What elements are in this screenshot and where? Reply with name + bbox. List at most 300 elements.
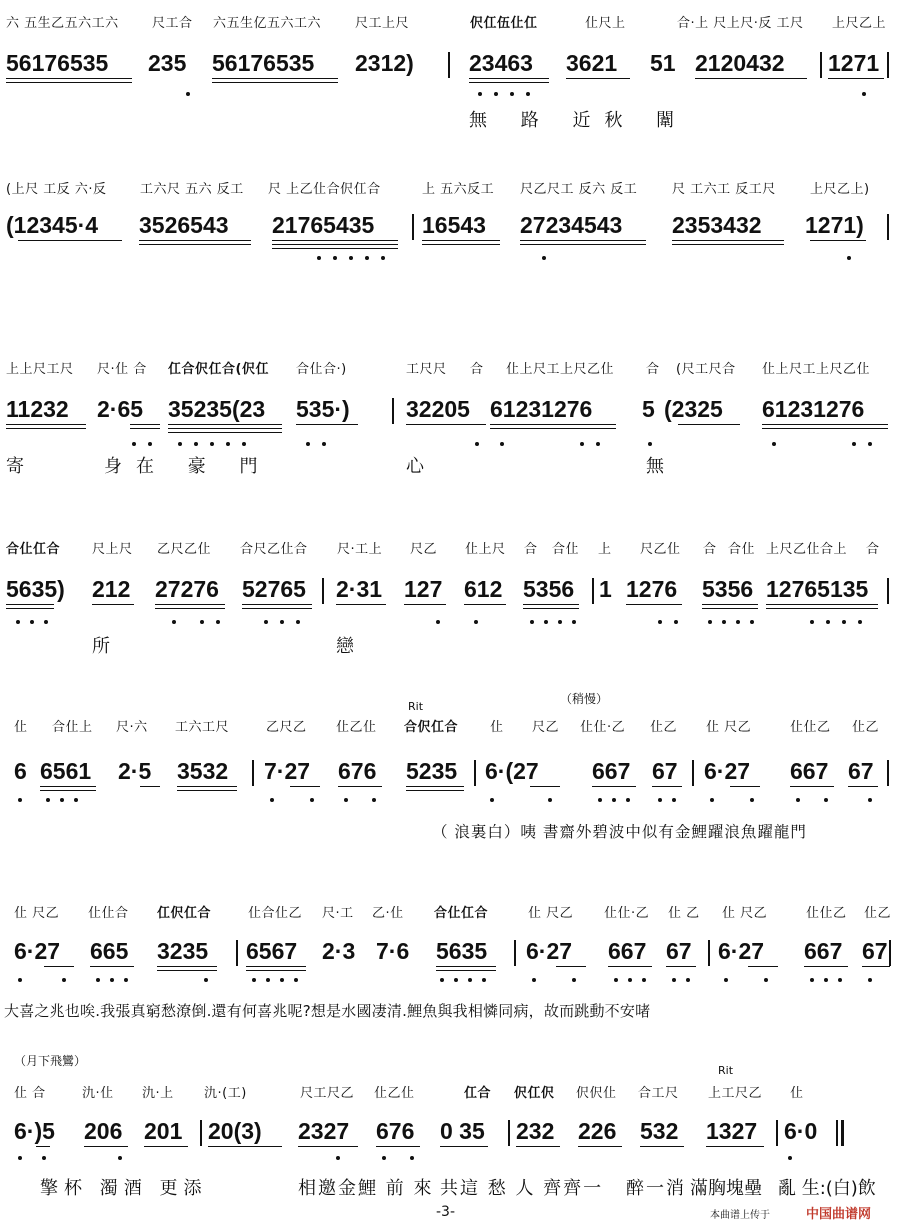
gongche-notation: 合仩仜合 bbox=[434, 906, 489, 921]
underline bbox=[6, 78, 132, 79]
octave-dot bbox=[264, 620, 268, 624]
gongche-notation: 尺工上尺 bbox=[355, 16, 410, 31]
octave-dot bbox=[74, 798, 78, 802]
jianpu-notes: 5356 bbox=[702, 576, 754, 602]
octave-dot bbox=[468, 978, 472, 982]
underline bbox=[44, 966, 74, 967]
octave-dot bbox=[132, 442, 136, 446]
octave-dot bbox=[642, 978, 646, 982]
octave-dot bbox=[210, 442, 214, 446]
underline bbox=[556, 966, 586, 967]
underline bbox=[272, 244, 398, 245]
jianpu-notes: 23463 bbox=[469, 50, 533, 76]
gongche-notation: 仩仩·乙 bbox=[604, 906, 650, 921]
octave-dot bbox=[280, 620, 284, 624]
underline bbox=[672, 240, 784, 241]
jianpu-notes: (12345·4 bbox=[6, 212, 99, 238]
barline bbox=[514, 940, 516, 966]
underline bbox=[298, 1146, 358, 1147]
barline bbox=[887, 214, 889, 240]
lyrics-line: 醉一消 bbox=[626, 1178, 686, 1199]
octave-dot bbox=[750, 798, 754, 802]
octave-dot bbox=[381, 256, 385, 260]
gongche-notation: 尺工尺乙 bbox=[300, 1086, 355, 1101]
gongche-notation: 氿·仩 bbox=[82, 1086, 114, 1101]
underline bbox=[828, 78, 884, 79]
jianpu-notes: 67 bbox=[862, 938, 888, 964]
underline bbox=[490, 424, 616, 425]
octave-dot bbox=[118, 1156, 122, 1160]
jianpu-notes: 667 bbox=[592, 758, 631, 784]
underline bbox=[130, 428, 160, 429]
barline bbox=[708, 940, 710, 966]
gongche-notation: 合 bbox=[524, 542, 538, 557]
octave-dot bbox=[410, 1156, 414, 1160]
underline bbox=[177, 786, 237, 787]
underline bbox=[530, 786, 560, 787]
octave-dot bbox=[16, 620, 20, 624]
underline bbox=[336, 604, 386, 605]
lyrics-line: 寄 bbox=[6, 456, 38, 477]
octave-dot bbox=[572, 620, 576, 624]
gongche-notation: 上 五六反工 bbox=[422, 182, 495, 197]
jianpu-notes: 56176535 bbox=[6, 50, 109, 76]
underline bbox=[130, 424, 160, 425]
underline bbox=[272, 248, 398, 249]
underline bbox=[168, 424, 282, 425]
gongche-notation: 尺上尺 bbox=[92, 542, 133, 557]
octave-dot bbox=[674, 620, 678, 624]
lyrics-line: 亂 生:(白)飲 bbox=[778, 1178, 876, 1199]
gongche-notation: 合尺乙仩合 bbox=[240, 542, 308, 557]
gongche-notation: 合仩仜合 bbox=[6, 542, 61, 557]
jianpu-notes: 27276 bbox=[155, 576, 219, 602]
octave-dot bbox=[614, 978, 618, 982]
jianpu-notes: 2·65 bbox=[97, 396, 144, 422]
underline bbox=[652, 786, 682, 787]
underline bbox=[376, 1146, 420, 1147]
ritardando-marking: Rit bbox=[408, 700, 424, 713]
octave-dot bbox=[148, 442, 152, 446]
octave-dot bbox=[544, 620, 548, 624]
octave-dot bbox=[810, 978, 814, 982]
jianpu-notes: 67 bbox=[848, 758, 874, 784]
jianpu-notes: 1 bbox=[599, 576, 612, 602]
underline bbox=[440, 1146, 488, 1147]
underline bbox=[84, 1146, 128, 1147]
gongche-notation: 尺乙仩 bbox=[640, 542, 681, 557]
jianpu-notes: 52765 bbox=[242, 576, 306, 602]
octave-dot bbox=[475, 442, 479, 446]
octave-dot bbox=[542, 256, 546, 260]
barline bbox=[252, 760, 254, 786]
octave-dot bbox=[242, 442, 246, 446]
underline bbox=[436, 966, 496, 967]
octave-dot bbox=[336, 1156, 340, 1160]
gongche-notation: 工六工尺 bbox=[175, 720, 230, 735]
barline bbox=[412, 214, 414, 240]
underline bbox=[6, 608, 54, 609]
underline bbox=[404, 604, 446, 605]
octave-dot bbox=[440, 978, 444, 982]
underline bbox=[6, 82, 132, 83]
jianpu-notes: 56176535 bbox=[212, 50, 315, 76]
octave-dot bbox=[862, 92, 866, 96]
jianpu-notes: 2·3 bbox=[322, 938, 356, 964]
underline bbox=[516, 1146, 560, 1147]
octave-dot bbox=[18, 798, 22, 802]
octave-dot bbox=[852, 442, 856, 446]
underline bbox=[40, 786, 96, 787]
underline bbox=[640, 1146, 684, 1147]
underline bbox=[578, 1146, 622, 1147]
jianpu-notes: 6·0 bbox=[784, 1118, 818, 1144]
lyrics-line: 擎杯 濁酒 更添 bbox=[40, 1178, 208, 1199]
barline bbox=[887, 578, 889, 604]
underline bbox=[422, 240, 500, 241]
gongche-notation: 尺·工上 bbox=[337, 542, 383, 557]
lyrics-line: 所 bbox=[92, 636, 124, 657]
octave-dot bbox=[454, 978, 458, 982]
gongche-notation: 仩仩·乙 bbox=[580, 720, 626, 735]
octave-dot bbox=[596, 442, 600, 446]
jianpu-notes: 32205 bbox=[406, 396, 470, 422]
gongche-notation: 氿·上 bbox=[142, 1086, 174, 1101]
jianpu-notes: 0 35 bbox=[440, 1118, 485, 1144]
jianpu-notes: 6·(27 bbox=[485, 758, 539, 784]
gongche-notation: 仩 尺乙 bbox=[528, 906, 574, 921]
jianpu-notes: 2120432 bbox=[695, 50, 785, 76]
octave-dot bbox=[686, 978, 690, 982]
jianpu-notes: 676 bbox=[376, 1118, 415, 1144]
jianpu-notes: 20(3) bbox=[208, 1118, 262, 1144]
octave-dot bbox=[216, 620, 220, 624]
jianpu-notes: 11232 bbox=[6, 396, 69, 422]
gongche-notation: 合仩上 bbox=[52, 720, 93, 735]
octave-dot bbox=[558, 620, 562, 624]
gongche-notation: 合 bbox=[470, 362, 484, 377]
jianpu-notes: 16543 bbox=[422, 212, 486, 238]
jianpu-notes: 201 bbox=[144, 1118, 183, 1144]
underline bbox=[139, 244, 251, 245]
octave-dot bbox=[317, 256, 321, 260]
underline bbox=[212, 82, 338, 83]
underline bbox=[520, 240, 646, 241]
jianpu-notes: 5635) bbox=[6, 576, 65, 602]
octave-dot bbox=[349, 256, 353, 260]
gongche-notation: 仩乙 bbox=[650, 720, 678, 735]
octave-dot bbox=[868, 978, 872, 982]
jianpu-notes: 3235 bbox=[157, 938, 209, 964]
underline bbox=[246, 970, 306, 971]
octave-dot bbox=[648, 442, 652, 446]
octave-dot bbox=[826, 620, 830, 624]
gongche-notation: 仩仩合 bbox=[88, 906, 129, 921]
octave-dot bbox=[628, 978, 632, 982]
octave-dot bbox=[344, 798, 348, 802]
underline bbox=[766, 604, 878, 605]
octave-dot bbox=[110, 978, 114, 982]
underline bbox=[672, 244, 784, 245]
jianpu-notes: 12765135 bbox=[766, 576, 869, 602]
underline bbox=[6, 428, 86, 429]
jianpu-notes: 61231276 bbox=[762, 396, 865, 422]
underline bbox=[608, 966, 652, 967]
gongche-notation: 合 bbox=[703, 542, 717, 557]
octave-dot bbox=[194, 442, 198, 446]
underline bbox=[144, 1146, 188, 1147]
gongche-notation: 尺·工 bbox=[322, 906, 354, 921]
underline bbox=[406, 790, 464, 791]
octave-dot bbox=[672, 798, 676, 802]
jianpu-notes: 7·6 bbox=[376, 938, 410, 964]
jianpu-notes: 27234543 bbox=[520, 212, 623, 238]
gongche-notation: 仩 合 bbox=[14, 1086, 46, 1101]
gongche-notation: 仩仩乙 bbox=[806, 906, 847, 921]
gongche-notation: 仩仩乙 bbox=[790, 720, 831, 735]
octave-dot bbox=[580, 442, 584, 446]
jianpu-notes: 67 bbox=[666, 938, 692, 964]
underline bbox=[762, 424, 888, 425]
underline bbox=[422, 244, 500, 245]
lyrics-line: 無 路 近秋 闈 bbox=[469, 110, 689, 131]
gongche-notation: 仩 乙 bbox=[668, 906, 700, 921]
underline bbox=[90, 966, 134, 967]
octave-dot bbox=[722, 620, 726, 624]
barline bbox=[820, 52, 822, 78]
barline bbox=[322, 578, 324, 604]
octave-dot bbox=[612, 798, 616, 802]
octave-dot bbox=[310, 798, 314, 802]
underline bbox=[678, 424, 740, 425]
underline bbox=[406, 786, 464, 787]
octave-dot bbox=[30, 620, 34, 624]
gongche-notation: 六五生亿五六工六 bbox=[213, 16, 322, 31]
gongche-notation: 上工尺乙 bbox=[708, 1086, 763, 1101]
jianpu-notes: 7·27 bbox=[264, 758, 311, 784]
octave-dot bbox=[788, 1156, 792, 1160]
octave-dot bbox=[204, 978, 208, 982]
gongche-notation: 工六尺 五六 反工 bbox=[140, 182, 244, 197]
gongche-notation: 仩上尺 bbox=[465, 542, 506, 557]
barline bbox=[776, 1120, 778, 1146]
lyrics-line: 身在 豪 門 bbox=[104, 456, 272, 477]
gongche-notation: 仩乙 bbox=[864, 906, 892, 921]
jianpu-notes: 5635 bbox=[436, 938, 488, 964]
gongche-notation: 仩 bbox=[490, 720, 504, 735]
underline bbox=[592, 786, 636, 787]
underline bbox=[157, 966, 217, 967]
gongche-notation: 上尺乙仩合上 bbox=[766, 542, 848, 557]
gongche-notation: 上 bbox=[598, 542, 612, 557]
lyrics-line: 共這 愁 人 齊齊一 bbox=[440, 1178, 604, 1199]
jianpu-notes: 676 bbox=[338, 758, 377, 784]
barline bbox=[889, 940, 891, 966]
underline bbox=[6, 604, 54, 605]
gongche-notation: 仩 bbox=[14, 720, 28, 735]
barline bbox=[887, 760, 889, 786]
underline bbox=[406, 424, 486, 425]
jianpu-notes: 3532 bbox=[177, 758, 229, 784]
barline bbox=[592, 578, 594, 604]
octave-dot bbox=[252, 978, 256, 982]
octave-dot bbox=[736, 620, 740, 624]
gongche-notation: 尺 工六工 反工尺 bbox=[672, 182, 776, 197]
underline bbox=[436, 970, 496, 971]
gongche-notation: 乙尺乙仩 bbox=[157, 542, 212, 557]
underline bbox=[810, 240, 866, 241]
jianpu-notes: 3526543 bbox=[139, 212, 229, 238]
gongche-notation: 上尺乙上 bbox=[832, 16, 887, 31]
octave-dot bbox=[532, 978, 536, 982]
octave-dot bbox=[482, 978, 486, 982]
underline bbox=[242, 604, 312, 605]
underline bbox=[246, 966, 306, 967]
underline bbox=[338, 786, 382, 787]
gongche-notation: 仩 尺乙 bbox=[706, 720, 752, 735]
gongche-notation: 仩上尺工上尺乙仩 bbox=[506, 362, 615, 377]
octave-dot bbox=[172, 620, 176, 624]
jianpu-notes: 6 bbox=[14, 758, 27, 784]
jianpu-notes: 35235(23 bbox=[168, 396, 266, 422]
underline bbox=[242, 608, 312, 609]
jianpu-notes: 5 bbox=[642, 396, 655, 422]
octave-dot bbox=[764, 978, 768, 982]
gongche-notation: 合·上 尺上尺·反 工尺 bbox=[677, 16, 804, 31]
barline bbox=[841, 1120, 844, 1146]
jianpu-notes: 6·27 bbox=[14, 938, 61, 964]
gongche-notation: 合仩合·) bbox=[296, 362, 347, 377]
octave-dot bbox=[44, 620, 48, 624]
octave-dot bbox=[42, 1156, 46, 1160]
underline bbox=[40, 790, 96, 791]
jianpu-notes: 2353432 bbox=[672, 212, 762, 238]
octave-dot bbox=[372, 798, 376, 802]
jianpu-notes: 2·5 bbox=[118, 758, 152, 784]
jianpu-notes: 5356 bbox=[523, 576, 575, 602]
jianpu-notes: 6·27 bbox=[718, 938, 765, 964]
jianpu-notes: 6·)5 bbox=[14, 1118, 55, 1144]
gongche-notation: 伬伬仩 bbox=[576, 1086, 617, 1101]
underline bbox=[848, 786, 878, 787]
underline bbox=[490, 428, 616, 429]
gongche-notation: 仩上尺工上尺乙仩 bbox=[762, 362, 871, 377]
underline bbox=[804, 966, 848, 967]
underline bbox=[626, 604, 682, 605]
gongche-notation: 合 bbox=[646, 362, 660, 377]
jianpu-notes: 67 bbox=[652, 758, 678, 784]
barline bbox=[200, 1120, 202, 1146]
underline bbox=[523, 608, 579, 609]
octave-dot bbox=[526, 92, 530, 96]
octave-dot bbox=[18, 1156, 22, 1160]
underline bbox=[36, 1146, 50, 1147]
ritardando-marking: Rit bbox=[718, 1064, 734, 1077]
jianpu-notes: 2327 bbox=[298, 1118, 350, 1144]
octave-dot bbox=[322, 442, 326, 446]
octave-dot bbox=[868, 798, 872, 802]
octave-dot bbox=[62, 978, 66, 982]
gongche-notation: 仜合 bbox=[464, 1086, 492, 1101]
gongche-notation: 伬仜伬 bbox=[514, 1086, 555, 1101]
gongche-notation: 尺乙 bbox=[532, 720, 560, 735]
octave-dot bbox=[510, 92, 514, 96]
gongche-notation: 六 五生乙五六工六 bbox=[6, 16, 119, 31]
barline bbox=[836, 1120, 838, 1146]
octave-dot bbox=[658, 798, 662, 802]
gongche-notation: 伬仜伍仩仜 bbox=[470, 16, 538, 31]
octave-dot bbox=[46, 798, 50, 802]
gongche-notation: 合仩 bbox=[552, 542, 580, 557]
underline bbox=[520, 244, 646, 245]
jianpu-notes: 3621 bbox=[566, 50, 618, 76]
octave-dot bbox=[96, 978, 100, 982]
octave-dot bbox=[294, 978, 298, 982]
octave-dot bbox=[266, 978, 270, 982]
octave-dot bbox=[306, 442, 310, 446]
underline bbox=[208, 1146, 282, 1147]
octave-dot bbox=[186, 92, 190, 96]
underline bbox=[762, 428, 888, 429]
underline bbox=[702, 604, 758, 605]
octave-dot bbox=[382, 1156, 386, 1160]
underline bbox=[6, 424, 86, 425]
barline bbox=[448, 52, 450, 78]
octave-dot bbox=[626, 798, 630, 802]
underline bbox=[140, 786, 160, 787]
octave-dot bbox=[708, 620, 712, 624]
gongche-notation: 合工尺 bbox=[638, 1086, 679, 1101]
octave-dot bbox=[858, 620, 862, 624]
octave-dot bbox=[724, 978, 728, 982]
spoken-dialogue: （ 浪裏白）咦 書齋外碧波中似有金鯉躍浪魚躍龍門 bbox=[432, 823, 807, 841]
octave-dot bbox=[178, 442, 182, 446]
underline bbox=[157, 970, 217, 971]
underline bbox=[296, 424, 358, 425]
underline bbox=[730, 786, 760, 787]
lyrics-line: 滿胸塊壘 bbox=[690, 1178, 762, 1199]
jianpu-notes: 2·31 bbox=[336, 576, 383, 602]
octave-dot bbox=[838, 978, 842, 982]
octave-dot bbox=[842, 620, 846, 624]
jianpu-notes: 6·27 bbox=[526, 938, 573, 964]
jianpu-notes: 235 bbox=[148, 50, 187, 76]
barline bbox=[236, 940, 238, 966]
gongche-notation: 仩 bbox=[790, 1086, 804, 1101]
jianpu-notes: 665 bbox=[90, 938, 129, 964]
underline bbox=[566, 78, 630, 79]
jianpu-notes: 1271 bbox=[828, 50, 880, 76]
underline bbox=[523, 604, 579, 605]
gongche-notation: 合伬仜合 bbox=[404, 720, 459, 735]
octave-dot bbox=[124, 978, 128, 982]
octave-dot bbox=[494, 92, 498, 96]
spoken-dialogue: 大喜之兆也唉.我張真窮愁潦倒.還有何喜兆呢?想是水國凄清.鯉魚與我相憐同病，故而跳動不安啫 bbox=[4, 1002, 651, 1020]
underline bbox=[469, 78, 549, 79]
octave-dot bbox=[270, 798, 274, 802]
jianpu-notes: 232 bbox=[516, 1118, 555, 1144]
gongche-notation: 尺·六 bbox=[116, 720, 148, 735]
octave-dot bbox=[672, 978, 676, 982]
jianpu-notes: 6567 bbox=[246, 938, 298, 964]
underline bbox=[155, 608, 225, 609]
tempo-marking: （月下飛鸞） bbox=[14, 1054, 87, 1068]
gongche-notation: 上尺乙上) bbox=[810, 182, 870, 197]
upload-credit: 本曲谱上传于 bbox=[710, 1210, 770, 1221]
barline bbox=[887, 52, 889, 78]
jianpu-notes: 206 bbox=[84, 1118, 123, 1144]
underline bbox=[666, 966, 696, 967]
